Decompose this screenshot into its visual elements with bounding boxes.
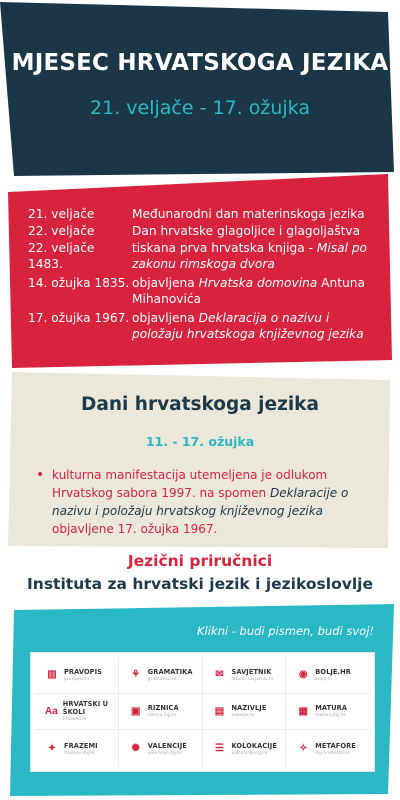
event-desc: [132, 310, 378, 342]
event-date: 22. veljače 1483.: [28, 241, 95, 271]
month-dates: 21. veljače - 17. ožujka: [90, 97, 310, 119]
events-list: [28, 206, 378, 343]
links-grid: [35, 657, 370, 767]
event-desc-italic: Hrvatska domovina: [198, 276, 318, 290]
link-url: jezicni-savjetnik.hr: [231, 676, 274, 682]
link-matura[interactable]: [286, 694, 370, 731]
dani-text: objavljene 17. ožujka 1967.: [52, 522, 218, 536]
institute-title: Instituta za hrvatski jezik i jezikoslovlje: [27, 575, 373, 593]
event-date: 17. ožujka 1967.: [28, 311, 130, 325]
molecule-icon: ✺: [131, 743, 140, 755]
link-text: [232, 742, 277, 756]
event-desc: [132, 240, 378, 272]
link-name: VALENCIJE: [147, 741, 187, 750]
event-desc: Dan hrvatske glagoljice i glagoljaštva: [132, 224, 361, 238]
stack-icon: ☰: [215, 743, 224, 755]
open-book-icon: ▦: [298, 705, 308, 717]
link-text: [148, 742, 187, 756]
link-name: GRAMATIKA: [147, 667, 193, 676]
link-name: KOLOKACIJE: [231, 741, 277, 750]
dani-banner: [0, 370, 400, 552]
link-frazemi[interactable]: [35, 730, 119, 767]
event-desc-text: objavljena: [132, 276, 199, 290]
link-url: gramatika.hr: [147, 676, 177, 682]
event-date: 21. veljače: [28, 207, 95, 221]
link-url: valencije.ihjj.hr: [147, 750, 182, 756]
link-text: [315, 742, 356, 756]
link-name: SAVJETNIK: [231, 667, 272, 676]
link-nazivlje[interactable]: [203, 694, 287, 731]
link-url: bolje.hr: [315, 676, 333, 682]
links-banner: [0, 604, 400, 800]
link-text: [315, 704, 347, 718]
bullet-dot-icon: •: [36, 467, 45, 483]
title-banner-shape: [0, 0, 400, 178]
link-url: pravopis.hr: [64, 676, 90, 682]
tree-icon: ⚘: [131, 669, 141, 681]
link-hrvatski-u-koli[interactable]: [35, 694, 119, 731]
dani-bullet-text: [40, 466, 370, 538]
bulb-icon: ✧: [299, 743, 308, 755]
link-text: [315, 668, 351, 682]
events-banner: [0, 170, 400, 370]
link-text: [148, 668, 193, 682]
link-name: BOLJE.HR: [315, 667, 351, 676]
link-name: FRAZEMI: [64, 741, 98, 750]
link-name: RIZNICA: [147, 704, 179, 713]
chest-icon: ▣: [131, 705, 141, 717]
event-row: [28, 223, 378, 239]
link-url: nazivlje.hr: [231, 713, 255, 719]
dani-bullet: [36, 466, 370, 538]
link-name: MATURA: [315, 704, 348, 713]
dani-italic: Deklaracije o nazivu i položaju hrvatskog književnog jezika: [52, 486, 349, 518]
link-kolokacije[interactable]: [203, 730, 287, 767]
link-riznica[interactable]: [119, 694, 203, 731]
link-url: kolokacije.ihjj.hr: [231, 750, 268, 756]
target-icon: ◉: [298, 669, 308, 681]
link-metafore[interactable]: [286, 730, 370, 767]
event-date: 22. veljače: [28, 224, 95, 238]
slogan: Klikni - budi pismen, budi svoj!: [196, 624, 374, 638]
link-url: ihjj.hr/metafore: [315, 750, 351, 756]
handbooks-heading: [0, 552, 400, 593]
letters-icon: Aa: [45, 705, 58, 717]
event-desc: [132, 275, 378, 307]
link-name: METAFORE: [315, 741, 356, 750]
dani-title: Dani hrvatskoga jezika: [81, 394, 319, 415]
link-text: [148, 704, 179, 718]
link-url: matura.ihjj.hr: [315, 713, 346, 719]
event-row: [28, 310, 378, 342]
book-icon: ▥: [47, 669, 57, 681]
link-url: hrvatski.hr: [62, 717, 88, 723]
event-desc-text: objavljena: [132, 311, 199, 325]
event-row: [28, 275, 378, 307]
link-name: HRVATSKI U ŠKOLI: [62, 700, 109, 717]
link-name: NAZIVLJE: [231, 704, 267, 713]
title-banner: [0, 0, 400, 178]
link-text: [232, 704, 267, 718]
event-desc-italic: Misal po zakonu rimskoga dvora: [132, 241, 368, 271]
phrase-icon: ✦: [47, 743, 57, 755]
link-text: [63, 700, 118, 722]
link-name: PRAVOPIS: [64, 667, 102, 676]
event-desc-text: Antuna Mihanovića: [132, 276, 365, 306]
event-row: [28, 206, 378, 222]
event-row: [28, 240, 378, 272]
event-desc-italic: Deklaracija o nazivu i položaju hrvatskoga književnog jezika: [132, 311, 364, 341]
link-gramatika[interactable]: [119, 657, 203, 694]
handbooks-title: Jezični priručnici: [127, 552, 273, 570]
link-savjetnik[interactable]: [203, 657, 287, 694]
document-icon: ▤: [214, 705, 225, 717]
event-desc-text: tiskana prva hrvatska knjiga -: [132, 241, 317, 255]
page-title: MJESEC HRVATSKOGA JEZIKA: [11, 50, 389, 76]
event-desc: Međunarodni dan materinskoga jezika: [132, 207, 365, 221]
dani-dates: 11. - 17. ožujka: [145, 434, 255, 449]
link-bolje-hr[interactable]: [286, 657, 370, 694]
link-pravopis[interactable]: [35, 657, 119, 694]
chat-icon: ✉: [215, 669, 224, 681]
link-url: frazemi.ihjj.hr: [64, 750, 96, 756]
dani-text: kulturna manifestacija utemeljena je odlukom Hrvatskog sabora 1997. na spomen: [52, 468, 328, 500]
link-text: [64, 668, 102, 682]
link-text: [64, 742, 98, 756]
links-card: [30, 652, 375, 772]
link-text: [232, 668, 274, 682]
link-valencije[interactable]: [119, 730, 203, 767]
link-url: riznica.ihjj.hr: [147, 713, 177, 719]
event-date: 14. ožujka 1835.: [28, 276, 130, 290]
